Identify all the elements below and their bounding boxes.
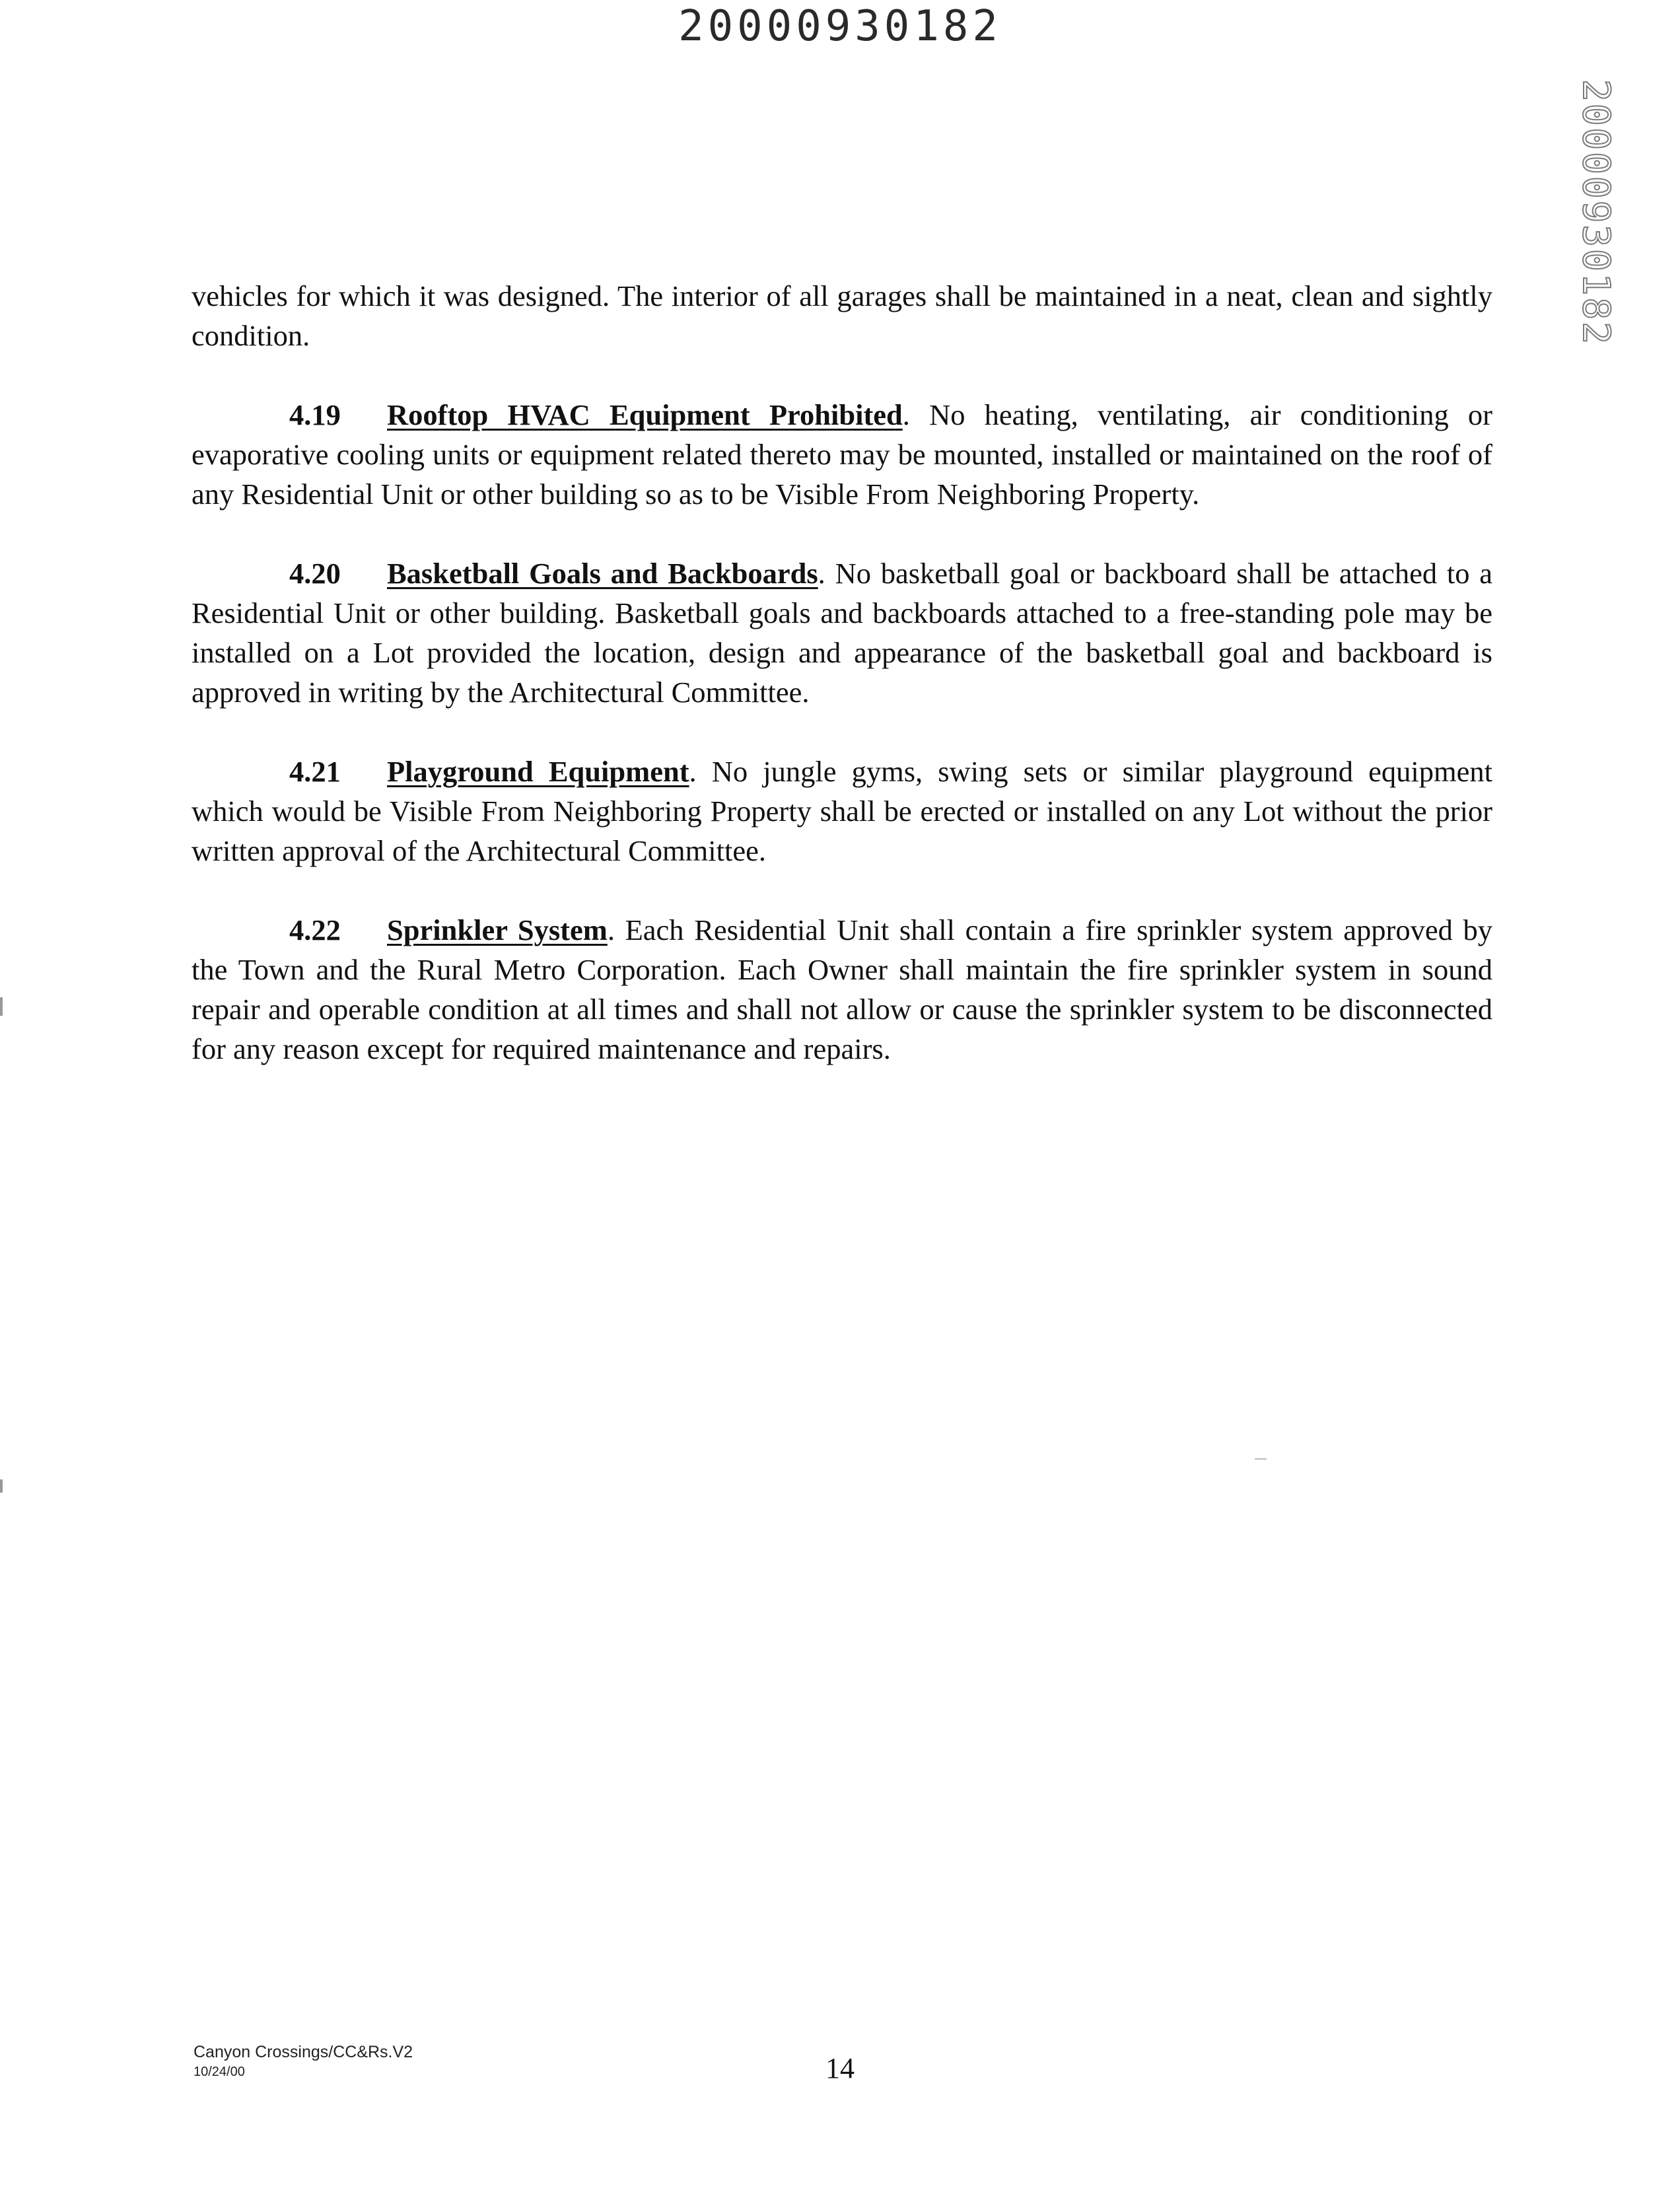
continuation-paragraph: vehicles for which it was designed. The interior of all garages shall be maintained in a neat, clean and sightly condition. [192,279,1492,352]
scan-edge-mark [0,997,3,1016]
footer-file-info [193,2042,413,2082]
page-number: 14 [825,2052,855,2084]
section-text: . Each Residential Unit shall contain a fire sprinkler system approved by the Town and the Rural Metro Corporation. Each Owner shall maintain the fire sprinkler system in sound repair and operable condition at all times and shall not allow or cause the sprinkler system to be disconnected for any reason except for required maintenance and repairs. [192,913,1492,1065]
section-4-22 [192,910,1492,1069]
section-text: . No basketball goal or backboard shall be attached to a Residential Unit or other building. Basketball goals and backboards attached to a free-standing pole may be installed on a Lot provided the location, design and appearance of the basketball goal and backboard is approved in writing by the Architectural Committee. [192,557,1492,709]
section-number: 4.19 [289,398,341,431]
recording-number-header: 20000930182 [678,2,1002,51]
section-text: . No jungle gyms, swing sets or similar playground equipment which would be Visible From Neighboring Property shall be erected or installed on any Lot without the prior written approval of the Architectural Committee. [192,755,1492,867]
section-number: 4.21 [289,755,341,788]
section-number: 4.22 [289,913,341,946]
footer-file-name: Canyon Crossings/CC&Rs.V2 [193,2043,413,2061]
section-title: Playground Equipment [387,755,689,788]
section-title: Sprinkler System [387,913,608,946]
section-4-19 [192,395,1492,514]
section-number: 4.20 [289,557,341,590]
footer-date: 10/24/00 [193,2065,245,2079]
section-title: Basketball Goals and Backboards [387,557,818,590]
scan-speck [1255,1458,1267,1460]
section-text: . No heating, ventilating, air conditioning or evaporative cooling units or equipment related thereto may be mounted, installed or maintained on the roof of any Residential Unit or other building so as to be Visible From Neighboring Property. [192,398,1492,511]
recording-number-side-stamp: 20000930182 [1574,79,1617,346]
section-4-21 [192,752,1492,870]
scan-edge-mark [0,1479,3,1493]
section-4-20 [192,553,1492,712]
section-title: Rooftop HVAC Equipment Prohibited [387,398,903,431]
